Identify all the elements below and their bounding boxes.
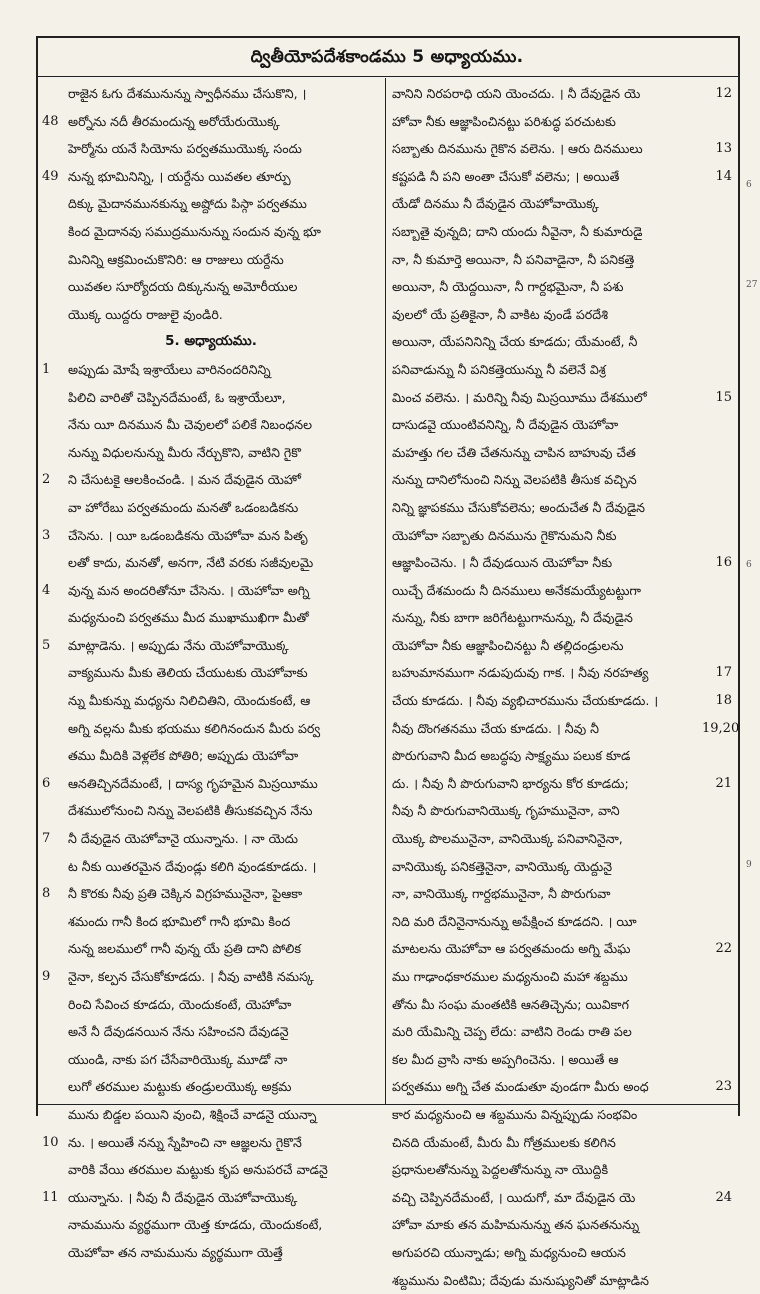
text-line [392, 880, 732, 908]
text-line [392, 991, 732, 1019]
verse-number: 15 [715, 389, 732, 405]
verse-number: 21 [715, 775, 732, 791]
line-text: నైనా, కల్పన చేసుకోకూడదు. । నీవు వాటికి నమస్క [68, 969, 314, 984]
text-line [42, 494, 380, 522]
line-text: మరి యేమిన్ని చెప్ప లేదు: వాటిని రెండు రాతి పల [392, 1024, 632, 1040]
text-line [42, 356, 380, 384]
text-line [42, 1073, 380, 1101]
line-text: నా, వానియొక్క గార్దభమునైనా, నీ పొరుగువా [392, 886, 611, 902]
text-line [392, 439, 732, 467]
text-line [392, 715, 740, 743]
verse-number: 16 [715, 555, 732, 571]
line-text: మాట్లాడెను. । అప్పుడు నేను యెహోవాయొక్క [68, 637, 289, 653]
text-line [42, 522, 380, 550]
line-text: కింద మైదానవు సముద్రమునున్ను సందున వున్న భూ [68, 223, 321, 239]
text-line [42, 935, 380, 963]
line-text: పిలిచి వారితో చెప్పినదేమంటే, ఓ ఇశ్రాయేలూ, [68, 389, 286, 405]
line-text: చేయ కూడదు. । నీవు వ్యభిచారమును చేయకూడదు. । [392, 693, 659, 709]
text-line [42, 273, 380, 301]
line-text: పర్వతము అగ్ని చేత మండుతూ వుండగా మీరు అంధ [392, 1079, 649, 1095]
line-text: తము మీదికి వెళ్లలేక పోతిరి; అప్పుడు యెహోవా [68, 748, 299, 764]
text-line [392, 908, 732, 936]
line-text: దిక్కు మైదానమునకున్ను అష్దోదు పిస్గా పర్వతము [68, 196, 307, 212]
text-line [392, 1046, 732, 1074]
line-text: మును బిడ్డల పయిని వుంచి, శిక్షించే వాడనై యున్నా [68, 1106, 317, 1122]
line-text: యిచ్చే దేశమందు నీ దినములు అనేకమయ్యేటట్టుగా [392, 582, 642, 598]
line-text: మాటలను యెహోవా ఆ పర్వతమందు అగ్ని మేఘ [392, 941, 631, 957]
text-line [42, 687, 380, 715]
text-line [42, 1129, 380, 1157]
text-line [42, 1239, 380, 1267]
line-text: హోవా నీకు ఆజ్ఞాపించినట్టు పరిశుద్ధ పరచుటకు [392, 113, 616, 129]
text-line [42, 135, 380, 163]
text-line [42, 1018, 380, 1046]
line-text: యెహోవా నీకు ఆజ్ఞాపించినట్టు నీ తల్లిదండ్రులను [392, 637, 624, 653]
line-text: నా, నీ కుమార్తె అయినా, నీ పనివాడైనా, నీ పనికత్తె [392, 251, 635, 267]
text-line [42, 577, 380, 605]
line-text: అర్నోను నదీ తీరమందున్న అరోయేరుయొక్క [68, 113, 280, 129]
text-line [42, 246, 380, 274]
line-text: పనివాడున్ను నీ పనికత్తెయున్ను నీ వలెనే విశ్ర [392, 361, 606, 377]
line-text: యుండి, నాకు పగ చేసేవారియొక్క మూడో నా [68, 1051, 288, 1067]
verse-number: 5 [42, 637, 51, 653]
line-text: చేసెను. । యీ ఒడంబడికను యెహోవా మన పితృ [68, 527, 308, 543]
line-text: దాసుడవై యుంటివనిన్ని, నీ దేవుడైన యెహోవా [392, 417, 619, 433]
text-line [42, 797, 380, 825]
text-line [42, 825, 380, 853]
text-line [392, 301, 732, 329]
text-line [392, 190, 732, 218]
text-line [392, 1211, 732, 1239]
text-line [392, 935, 732, 963]
line-text: నున్న భూమినిన్ని, । యర్దేను యివతల తూర్పు [68, 168, 291, 184]
text-line [392, 246, 732, 274]
margin-mark: 6 [746, 560, 752, 570]
text-line [392, 549, 732, 577]
line-text: మహత్తు గల చేతి చేతనున్ను చాపిన బాహువు చేత [392, 444, 636, 460]
text-line [392, 770, 732, 798]
text-line [42, 1046, 380, 1074]
text-line [392, 135, 732, 163]
text-line [392, 1156, 732, 1184]
line-text: అయినా, యేపనినిన్ని చేయ కూడదు; యేమంటే, నీ [392, 334, 638, 350]
text-line [392, 1239, 732, 1267]
column-divider [385, 78, 386, 1104]
line-text: నామమును వ్యర్థముగా యెత్త కూడదు, యెందుకంటే, [68, 1217, 323, 1233]
line-text: పొరుగువాని మీద అబద్ధపు సాక్ష్యము పలుక కూడ [392, 748, 631, 764]
text-line [392, 577, 732, 605]
verse-number: 10 [42, 1134, 59, 1150]
left-column [42, 80, 380, 1260]
verse-number: 4 [42, 582, 51, 598]
text-line [392, 963, 732, 991]
text-line [392, 328, 732, 356]
text-line [392, 604, 732, 632]
text-line [42, 466, 380, 494]
text-line [42, 549, 380, 577]
line-text: వులలో యే ప్రతికైనా, నీ వాకిట వుండే పరదేశి [392, 306, 609, 322]
text-line [42, 1101, 380, 1129]
line-text: నీవు నీ పొరుగువానియొక్క గృహమునైనా, వాని [392, 803, 620, 819]
line-text: మధ్యనుంచి పర్వతము మీద ముఖాముఖిగా మీతో [68, 610, 309, 626]
line-text: రించి సేవించ కూడదు, యెందుకంటే, యెహోవా [68, 996, 292, 1012]
text-line [392, 273, 732, 301]
margin-mark: 6 [746, 180, 752, 190]
line-text: అగుపరచి యున్నాడు; అగ్ని మధ్యనుంచి ఆయన [392, 1244, 626, 1260]
line-text: అప్పుడు మోషే ఇశ్రాయేలు వారినందరినిన్ని [68, 361, 271, 377]
text-line [392, 1184, 732, 1212]
text-line [42, 908, 380, 936]
line-text: యివతల సూర్యోదయ దిక్కునున్న అమోరీయుల [68, 279, 298, 295]
text-line [392, 218, 732, 246]
text-line [42, 80, 380, 108]
text-line [42, 853, 380, 881]
chapter-heading-text: 5. అధ్యాయము. [165, 333, 257, 350]
line-text: యొక్క యిద్దరు రాజులై వుండిరి. [68, 306, 223, 322]
text-line [42, 770, 380, 798]
text-line [392, 522, 732, 550]
line-text: వానిని నిరపరాధి యని యెంచదు. । నీ దేవుడైన యె [392, 86, 641, 101]
text-line [42, 190, 380, 218]
line-text: నున్న జలములో గానీ వున్న యే ప్రతి దాని పోలిక [68, 941, 301, 957]
line-text: సబ్బాతు దినమును గైకొన వలెను. । ఆరు దినములు [392, 141, 643, 157]
text-line [392, 466, 732, 494]
text-line [42, 1211, 380, 1239]
margin-mark: 27 [746, 280, 758, 290]
text-line [42, 604, 380, 632]
line-text: ను. । అయితే నన్ను స్నేహించి నా ఆజ్ఞలను గైకొనే [68, 1134, 302, 1150]
text-line [42, 880, 380, 908]
verse-number: 24 [715, 1189, 732, 1205]
text-line [392, 163, 732, 191]
line-text: ని చేసుటకై ఆలకించండి. । మన దేవుడైన యెహో [68, 472, 301, 488]
text-line [392, 853, 732, 881]
line-text: నీ దేవుడైన యెహోవానై యున్నాను. । నా యెదు [68, 831, 299, 847]
text-line [42, 218, 380, 246]
line-text: ట నీకు యితరమైన దేవుండ్లు కలిగి వుండకూడదు. । [68, 858, 317, 874]
text-line [392, 632, 732, 660]
text-line [42, 632, 380, 660]
text-line [42, 1156, 380, 1184]
text-line [392, 687, 732, 715]
line-text: అయినా, నీ యెద్దయినా, నీ గార్దభమైనా, నీ పశు [392, 279, 624, 295]
line-text: లుగో తరముల మట్టుకు తండ్రులయొక్క అక్రమ [68, 1079, 292, 1095]
verse-number: 14 [715, 168, 732, 184]
line-text: కష్టపడి నీ పని అంతా చేసుకో వలెను; । అయితే [392, 168, 620, 184]
text-line [392, 659, 732, 687]
line-text: దు. । నీవు నీ పొరుగువాని భార్యను కోర కూడదు; [392, 775, 629, 791]
line-text: యున్నాను. । నీవు నీ దేవుడైన యెహోవాయొక్క [68, 1189, 298, 1205]
text-line [42, 715, 380, 743]
line-text: హోవా మాకు తన మహిమనున్ను తన ఘనతనున్ను [392, 1217, 640, 1233]
verse-number: 11 [42, 1189, 59, 1205]
line-text: సబ్బాతై వున్నది; దాని యందు నీవైనా, నీ కుమారుడై [392, 223, 643, 239]
line-text: వా హోరేబు పర్వతమందు మనతో ఒడంబడికను [68, 499, 299, 515]
text-line [42, 384, 380, 412]
text-line [392, 1129, 732, 1157]
verse-number: 17 [715, 665, 732, 681]
text-line [392, 80, 732, 108]
page-title: ద్వితీయోపదేశకాండము 5 అధ్యాయము. [250, 47, 524, 67]
line-text: ప్రధానులతోనున్ను పెద్దలతోనున్ను నా యొద్దికి [392, 1162, 609, 1178]
text-line [392, 1101, 732, 1129]
text-line [392, 742, 732, 770]
line-text: బహుమానముగా నడుపుదువు గాక. । నీవు నరహత్య [392, 665, 649, 681]
verse-number: 8 [42, 886, 51, 902]
line-text: యెహోవా తన నామమును వ్యర్థముగా యెత్తే [68, 1244, 283, 1260]
line-text: యెహోవా సబ్బాతు దినమును గైకొనుమని నీకు [392, 527, 617, 543]
text-line [392, 825, 732, 853]
title-rule [36, 76, 738, 77]
line-text: వచ్చి చెప్పినదేమంటే, । యిదుగో, మా దేవుడైన యె [392, 1189, 636, 1205]
margin-mark: 9 [746, 860, 752, 870]
text-line [392, 1073, 732, 1101]
line-text: నున్ను దానిలోనుంచి నిన్ను వెలపటికి తీసుక వచ్చిన [392, 472, 637, 488]
text-line [392, 1018, 732, 1046]
text-line [392, 494, 732, 522]
line-text: అనే నీ దేవుడనయిన నేను సహించని దేవుడనై [68, 1024, 289, 1040]
line-text: యేడో దినము నీ దేవుడైన యెహోవాయొక్క [392, 196, 599, 212]
line-text: లతో కాదు, మనతో, అనగా, నేటి వరకు సజీవులమై [68, 555, 314, 571]
line-text: ఆనతిచ్చినదేమంటే, । దాస్య గృహమైన మిస్రయీము [68, 775, 318, 791]
verse-number: 49 [42, 168, 59, 184]
verse-number: 12 [715, 86, 732, 101]
text-line [392, 411, 732, 439]
line-text: నిది మరి దేనినైనానున్ను అపేక్షించ కూడదని. । యీ [392, 913, 637, 929]
line-text: వానియొక్క పనికత్తెనైనా, వానియొక్క యెద్దునై [392, 858, 613, 874]
margin-marks [742, 0, 760, 1137]
line-text: నున్ను, నీకు బాగా జరిగేటట్టుగానున్ను, నీ దేవుడైన [392, 610, 633, 626]
line-text: హెర్మోను యనే సియోను పర్వతముయొక్క సందు [68, 141, 302, 157]
line-text: అగ్ని వల్లను మీకు భయము కలిగినందున మీరు పర్వ [68, 720, 321, 736]
verse-number: 19,20 [702, 720, 740, 736]
verse-number: 3 [42, 527, 51, 543]
line-text: వారికి వేయి తరముల మట్టుకు కృప అనుపరచే వాడనై [68, 1162, 328, 1178]
verse-number: 13 [715, 141, 732, 157]
line-text: నీ కొరకు నీవు ప్రతి చెక్కిన విగ్రహమునైనా, పైఆకా [68, 886, 303, 902]
top-rule [36, 36, 738, 38]
line-text: చినది యేమంటే, మీరు మీ గోత్రములకు కలిగిన [392, 1134, 616, 1150]
line-text: నిన్ని జ్ఞాపకము చేసుకోవలెను; అందుచేత నీ దేవుడైన [392, 499, 646, 515]
text-line [392, 384, 732, 412]
right-column [392, 80, 740, 1288]
verse-number: 23 [715, 1079, 732, 1095]
chapter-heading [42, 328, 380, 356]
line-text: ఆజ్ఞాపించెను. । నీ దేవుడయిన యెహోవా నీకు [392, 555, 613, 571]
line-text: రాజైన ఓగు దేశమునున్ను స్వాధీనము చేసుకొని, । [68, 86, 307, 101]
text-line [42, 108, 380, 136]
verse-number: 6 [42, 775, 51, 791]
line-text: వాక్యమును మీకు తెలియ చేయుటకు యెహోవాకు [68, 665, 308, 681]
line-text: దేశములోనుంచి నిన్ను వెలపటికి తీసుకవచ్చిన నేను [68, 803, 313, 819]
verse-number: 48 [42, 113, 59, 129]
text-line [392, 356, 732, 384]
line-text: నున్ను విధులనున్ను మీరు నేర్చుకొని, వాటిని గైకొ [68, 444, 301, 460]
verse-number: 1 [42, 361, 51, 377]
line-text: శబ్దమును వింటిమి; దేవుడు మనుష్యునితో మాట్లాడిన [392, 1272, 649, 1288]
verse-number: 18 [715, 693, 732, 709]
line-text: న్ను మీకున్ను మధ్యను నిలిచితిని, యెందుకంటే, ఆ [68, 693, 311, 709]
line-text: తోను మీ సంఘ మంతటికి ఆనతిచ్చెను; యివికాగ [392, 996, 629, 1012]
line-text: కల మీద వ్రాసి నాకు అప్పగించెను. । అయితే ఆ [392, 1051, 619, 1067]
line-text: శమందు గానీ కింద భూమిలో గానీ భూమి కింద [68, 913, 291, 929]
line-text: నేను యీ దినమున మీ చెవులలో పలికే నిబంధనల [68, 417, 312, 433]
line-text: ము గాఢాంధకారముల మధ్యనుంచి మహా శబ్దము [392, 969, 628, 984]
verse-number: 7 [42, 831, 51, 847]
text-line [42, 963, 380, 991]
text-line [42, 742, 380, 770]
text-line [392, 108, 732, 136]
text-line [42, 1184, 380, 1212]
text-line [42, 659, 380, 687]
verse-number: 2 [42, 472, 51, 488]
text-line [42, 991, 380, 1019]
verse-number: 9 [42, 969, 51, 984]
text-line [392, 797, 732, 825]
text-line [42, 439, 380, 467]
text-line [42, 163, 380, 191]
text-line [392, 1267, 732, 1294]
verse-number: 22 [715, 941, 732, 957]
text-line [42, 411, 380, 439]
line-text: యొక్క పొలమునైనా, వానియొక్క పనివానినైనా, [392, 831, 623, 847]
line-text: మినిన్ని ఆక్రమించుకొనిరి: ఆ రాజులు యర్దేను [68, 251, 284, 267]
line-text: కార మధ్యనుంచి ఆ శబ్దమును విన్నప్పుడు సంభవిం [392, 1106, 638, 1122]
line-text: నీవు దొంగతనము చేయ కూడదు. । నీవు నీ [392, 720, 599, 736]
line-text: మించ వలెను. । మరిన్ని నీవు మిస్రయీము దేశములో [392, 389, 647, 405]
line-text: వున్న మన అందరితోనూ చేసెను. । యెహోవా అగ్ని [68, 582, 310, 598]
text-line [42, 301, 380, 329]
